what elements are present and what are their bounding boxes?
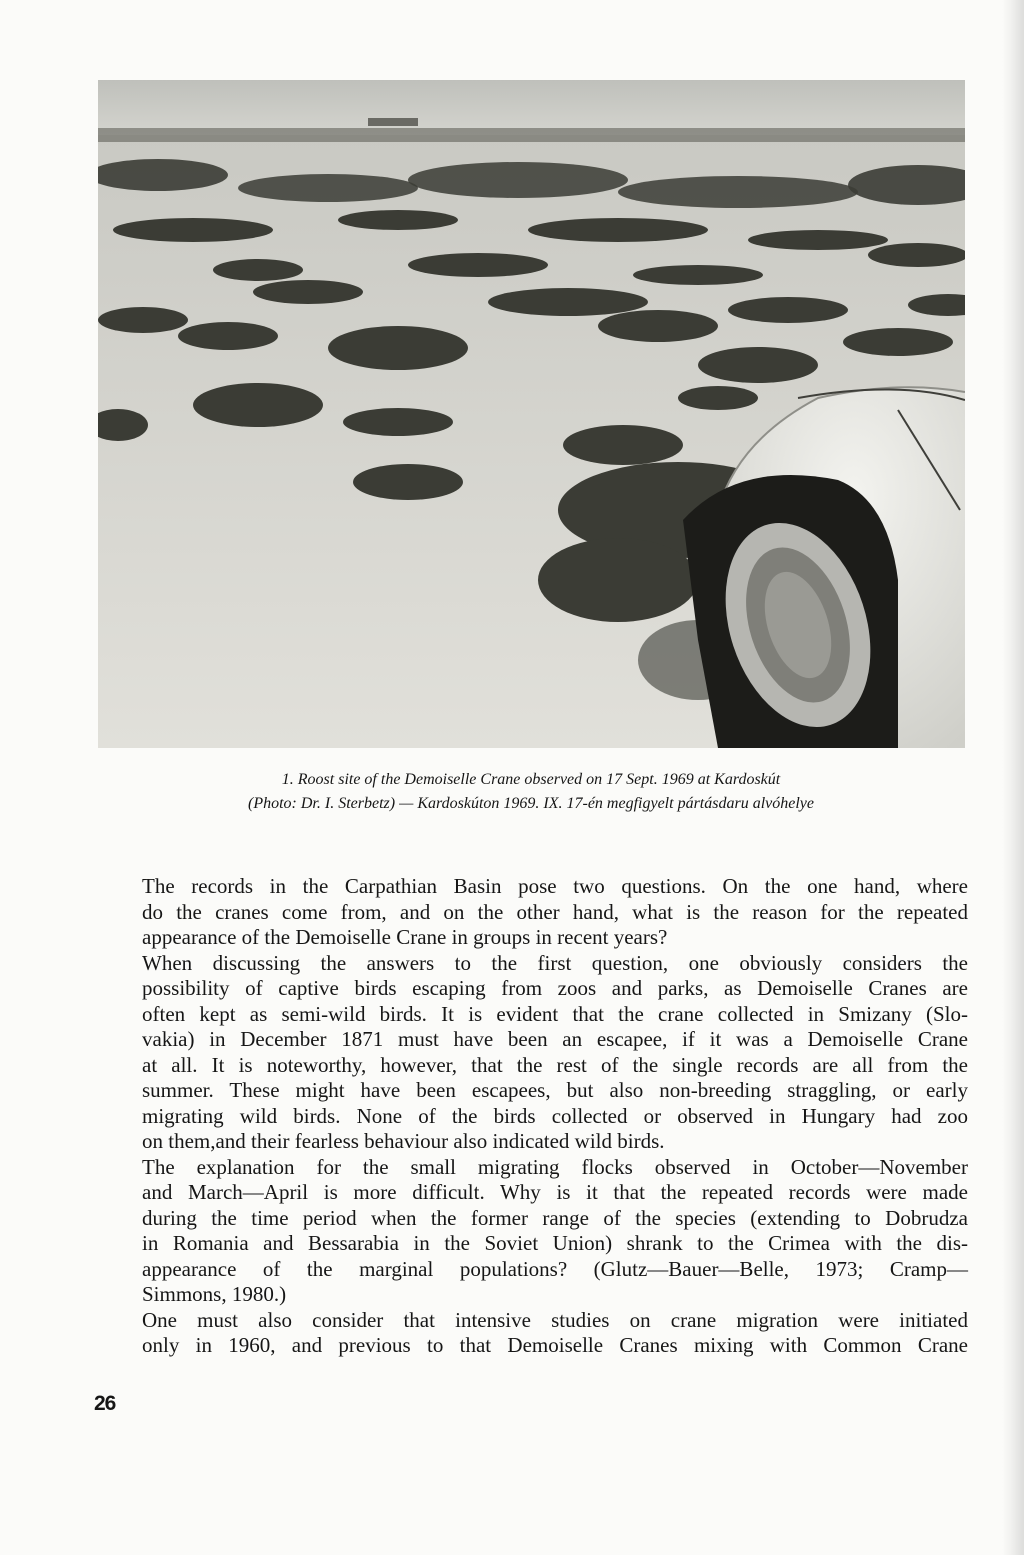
paragraph	[94, 874, 968, 951]
text-line: only in 1960, and previous to that Demoiselle Cranes mixing with Common Crane	[142, 1333, 968, 1357]
text-line: do the cranes come from, and on the other hand, what is the reason for the repeated	[142, 899, 968, 924]
body-text	[94, 874, 968, 1359]
text-line: during the time period when the former range of the species (extending to Dobrudza	[142, 1205, 968, 1230]
text-line: and March—April is more difficult. Why is it that the repeated records were made	[142, 1180, 968, 1204]
text-line: appearance of the marginal populations? (Glutz—Bauer—Belle, 1973; Cramp—	[142, 1256, 968, 1281]
paragraph	[94, 951, 968, 1155]
text-line: summer. These might have been escapees, but also non-breeding straggling, or early	[142, 1078, 968, 1102]
text-line: in Romania and Bessarabia in the Soviet Union) shrank to the Crimea with the dis-	[142, 1231, 968, 1255]
text-line: often kept as semi-wild birds. It is evident that the crane collected in Smizany (Slo-	[142, 1001, 968, 1026]
roost-site-photo	[98, 80, 965, 748]
caption-line: (Photo: Dr. I. Sterbetz) — Kardoskúton 1969. IX. 17-én megfigyelt pártásdaru alvóhelye	[248, 795, 814, 812]
text-line: One must also consider that intensive studies on crane migration were initiated	[142, 1307, 968, 1332]
paragraph	[94, 1308, 968, 1359]
text-line: The explanation for the small migrating flocks observed in October—November	[142, 1154, 968, 1179]
text-line: When discussing the answers to the first question, one obviously considers the	[142, 950, 968, 975]
text-line: possibility of captive birds escaping from zoos and parks, as Demoiselle Cranes are	[142, 976, 968, 1000]
text-line: The records in the Carpathian Basin pose two questions. On the one hand, where	[142, 874, 968, 898]
paragraph	[94, 1155, 968, 1308]
text-line: on them,and their fearless behaviour also indicated wild birds.	[142, 1129, 665, 1153]
text-line: appearance of the Demoiselle Crane in groups in recent years?	[142, 925, 668, 949]
text-line: vakia) in December 1871 must have been an escapee, if it was a Demoiselle Crane	[142, 1027, 968, 1051]
caption-line: 1. Roost site of the Demoiselle Crane observed on 17 Sept. 1969 at Kardoskút	[281, 771, 781, 788]
text-line: migrating wild birds. None of the birds collected or observed in Hungary had zoo	[142, 1103, 968, 1128]
page-edge-shadow	[1002, 0, 1024, 1555]
page-number: 26	[94, 1392, 116, 1415]
text-line: Simmons, 1980.)	[142, 1282, 287, 1306]
figure-caption	[96, 768, 966, 816]
text-line: at all. It is noteworthy, however, that the rest of the single records are all from the	[142, 1052, 968, 1077]
